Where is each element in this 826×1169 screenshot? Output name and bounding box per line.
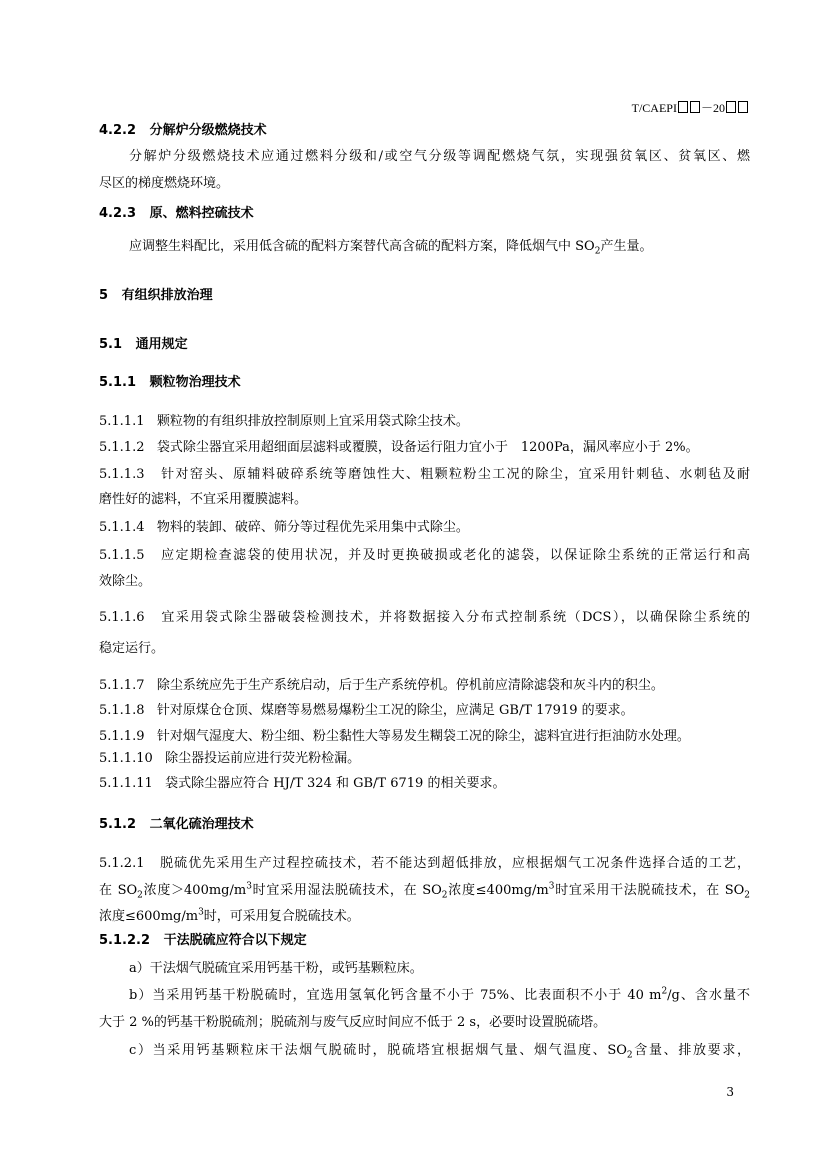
blank-box-icon: [678, 101, 688, 113]
list-item: 5.1.1.4 物料的装卸、破碎、筛分等过程优先采用集中式除尘。: [99, 520, 469, 535]
blank-box-icon: [690, 101, 700, 113]
blank-box-icon: [738, 101, 748, 113]
list-item: 5.1.1.3 针对窑头、原辅料破碎系统等磨蚀性大、粗颗粒粉尘工况的除尘，宜采用针刺毡、水刺毡及耐: [99, 467, 750, 482]
list-item: 5.1.1.10 除尘器投运前应进行荧光粉检漏。: [99, 751, 361, 766]
section-heading-5-1-2-2: 5.1.2.2 干法脱硫应符合以下规定: [99, 933, 307, 948]
list-item: b）当采用钙基干粉脱硫时，宜选用氢氧化钙含量不小于 75%、比表面积不小于 40 $m^2/g$、含水量不: [129, 986, 751, 1003]
paragraph-line: 尽区的梯度燃烧环境。: [99, 176, 230, 191]
list-item: c）当采用钙基颗粒床干法烟气脱硫时，脱硫塔宜根据烟气量、烟气温度、$SO_2$含量、排放要求，: [129, 1043, 750, 1061]
standard-code: T/CAEPI －20: [632, 99, 749, 116]
paragraph-line: 分解炉分级燃烧技术应通过燃料分级和/或空气分级等调配燃烧气氛，实现强贫氧区、贫氧区、燃: [129, 149, 750, 164]
section-heading-4-2-2: 4.2.2 分解炉分级燃烧技术: [99, 123, 267, 138]
list-item: 5.1.1.2 袋式除尘器宜采用超细面层滤料或覆膜，设备运行阻力宜小于 1200Pa，漏风率应小于 2%。: [99, 440, 699, 455]
list-item: 5.1.1.8 针对原煤仓仓顶、煤磨等易燃易爆粉尘工况的除尘，应满足 GB/T 17919 的要求。: [99, 703, 634, 718]
blank-box-icon: [726, 101, 736, 113]
list-item: 5.1.1.11 袋式除尘器应符合 HJ/T 324 和 GB/T 6719 的相关要求。: [99, 776, 506, 791]
list-item-continuation: 效除尘。: [99, 574, 152, 589]
section-heading-5-1-2: 5.1.2 二氧化硫治理技术: [99, 817, 254, 832]
section-heading-5-1: 5.1 通用规定: [99, 337, 188, 352]
list-item: 5.1.1.1 颗粒物的有组织排放控制原则上宜采用袋式除尘技术。: [99, 414, 469, 429]
list-item: 5.1.1.5 应定期检查滤袋的使用状况，并及时更换破损或老化的滤袋，以保证除尘系统的正常运行和高: [99, 548, 750, 563]
section-heading-4-2-3: 4.2.3 原、燃料控硫技术: [99, 206, 254, 221]
list-item-continuation: 大于 2 %的钙基干粉脱硫剂；脱硫剂与废气反应时间应不低于 2 s，必要时设置脱硫塔。: [99, 1015, 607, 1030]
list-item: 5.1.1.9 针对烟气湿度大、粉尘细、粉尘黏性大等易发生糊袋工况的除尘，滤料宜进行拒油防水处理。: [99, 729, 690, 744]
page-number: 3: [726, 1085, 734, 1099]
list-item-continuation: 磨性好的滤料，不宜采用覆膜滤料。: [99, 492, 308, 507]
list-item: 5.1.1.7 除尘系统应先于生产系统启动，后于生产系统停机。停机前应清除滤袋和灰斗内的积尘。: [99, 678, 664, 693]
section-heading-5: 5 有组织排放治理: [99, 288, 213, 303]
paragraph-line: 5.1.2.1 脱硫优先采用生产过程控硫技术，若不能达到超低排放，应根据烟气工况条件选择合适的工艺，: [99, 856, 750, 871]
section-heading-5-1-1: 5.1.1 颗粒物治理技术: [99, 375, 241, 390]
paragraph-line: 在 $SO_2$浓度$>400mg/m^3$时宜采用湿法脱硫技术，在 $SO_2$浓度$\le 400mg/m^3$时宜采用干法脱硫技术，在 $SO_2$: [99, 881, 751, 901]
list-item: 5.1.1.6 宜采用袋式除尘器破袋检测技术，并将数据接入分布式控制系统（DCS），以确保除尘系统的: [99, 610, 750, 625]
list-item-continuation: 稳定运行。: [99, 641, 165, 656]
paragraph-line: 浓度$\le 600mg/m^3$时，可采用复合脱硫技术。: [99, 907, 360, 924]
paragraph-line: 应调整生料配比，采用低含硫的配料方案替代高含硫的配料方案，降低烟气中 $SO_2$产生量。: [129, 239, 653, 257]
list-item: a）干法烟气脱硫宜采用钙基干粉，或钙基颗粒床。: [129, 961, 423, 976]
